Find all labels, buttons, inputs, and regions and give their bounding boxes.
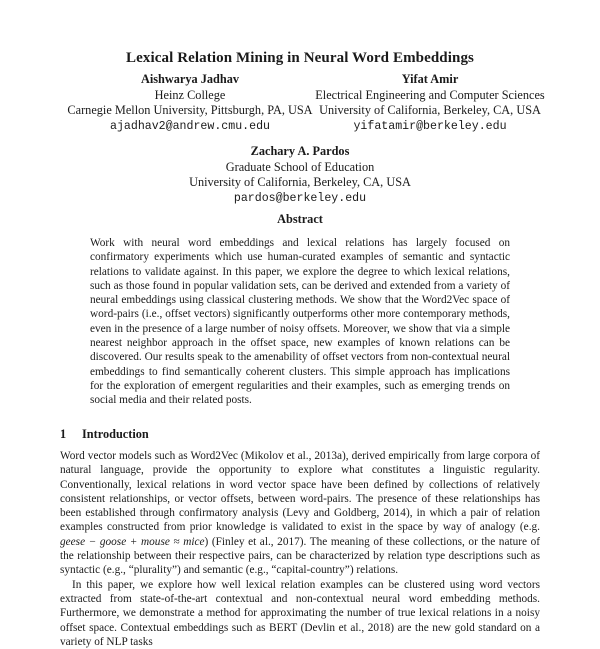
author-email: pardos@berkeley.edu bbox=[233, 191, 367, 205]
section-number: 1 bbox=[60, 427, 67, 441]
author-affiliation: Heinz College bbox=[154, 87, 226, 102]
author-affiliation: University of California, Berkeley, CA, USA bbox=[319, 103, 541, 117]
author-affiliation: Electrical Engineering and Computer Sciences bbox=[315, 87, 545, 102]
paragraph: In this paper, we explore how well lexical relation examples can be clustered using word vectors extracted from state-of-the-art contextual and non-contextual neural word embedding methods. Furthermore, we demonstrate a method for approximating the number of true lexical relations in a noisy offset space. Contextual embeddings such as BERT (Devlin et al., 2018) are the new gold standard on a variety of NLP tasks bbox=[60, 578, 540, 648]
author-name: Yifat Amir bbox=[401, 72, 459, 86]
author-affiliation: Graduate School of Education bbox=[225, 159, 375, 174]
analogy-equation: geese − goose + mouse ≈ mice bbox=[60, 535, 205, 548]
paper-title: Lexical Relation Mining in Neural Word Embeddings bbox=[126, 50, 474, 66]
author-affiliation: Carnegie Mellon University, Pittsburgh, PA, USA bbox=[67, 103, 313, 117]
author-name: Zachary A. Pardos bbox=[250, 144, 350, 158]
paragraph bbox=[60, 449, 540, 578]
paragraph-text: ) (Finley et al., 2017). The meaning of these collections, or the nature of the relationship between their respective pairs, can be characterized by relation type descriptions such as syntactic (e.g., “plurality”) and semantic (e.g., “capital-country”) relations. bbox=[60, 535, 541, 577]
section-title: Introduction bbox=[82, 427, 149, 441]
author-name: Aishwarya Jadhav bbox=[140, 72, 240, 86]
author-block-2 bbox=[300, 72, 560, 134]
author-block-1 bbox=[60, 72, 320, 134]
paragraph-text: Word vector models such as Word2Vec (Mikolov et al., 2013a), derived empirically from large corpora of natural language, provide the opportunity to explore what constitutes a linguistic regularity. Conventionally, lexical relations in word vector space have been defined by collections of relatively consistent relationships, or vector offsets, between word-pairs. The presence of these relationships has been established through confirmatory analysis (Levy and Goldberg, 2014), in which a pair of relation examples constructed from prior knowledge is validated to exist in the space by way of analogy (e.g. bbox=[60, 450, 540, 534]
author-affiliation: University of California, Berkeley, CA, USA bbox=[189, 175, 411, 189]
introduction-body bbox=[60, 449, 540, 649]
abstract-text: Work with neural word embeddings and lexical relations has largely focused on confirmatory experiments which use human-curated examples of semantic and syntactic relations to validate against. In this paper, we explore the degree to which lexical relations, such as those found in popular validation sets, can be derived and extended from a variety of neural embeddings using classical clustering methods. We show that the Word2Vec space of word-pairs (i.e., offset vectors) significantly outperforms other more contemporary methods, even in the presence of a large number of noisy offsets. Moreover, we show that via a simple nearest neighbor approach in the offset space, new examples of known relations can be discovered. Our results speak to the amenability of offset vectors from non-contextual neural embeddings to find semantically coherent clusters. This simple approach has implications for the exploration of emergent regularities and their examples, such as emerging trends on social media and their related posts. bbox=[90, 237, 510, 407]
author-block-3 bbox=[170, 144, 430, 206]
abstract-heading: Abstract bbox=[277, 212, 323, 226]
author-email: yifatamir@berkeley.edu bbox=[353, 119, 507, 133]
section-heading bbox=[60, 427, 149, 442]
author-email: ajadhav2@andrew.cmu.edu bbox=[109, 119, 271, 133]
